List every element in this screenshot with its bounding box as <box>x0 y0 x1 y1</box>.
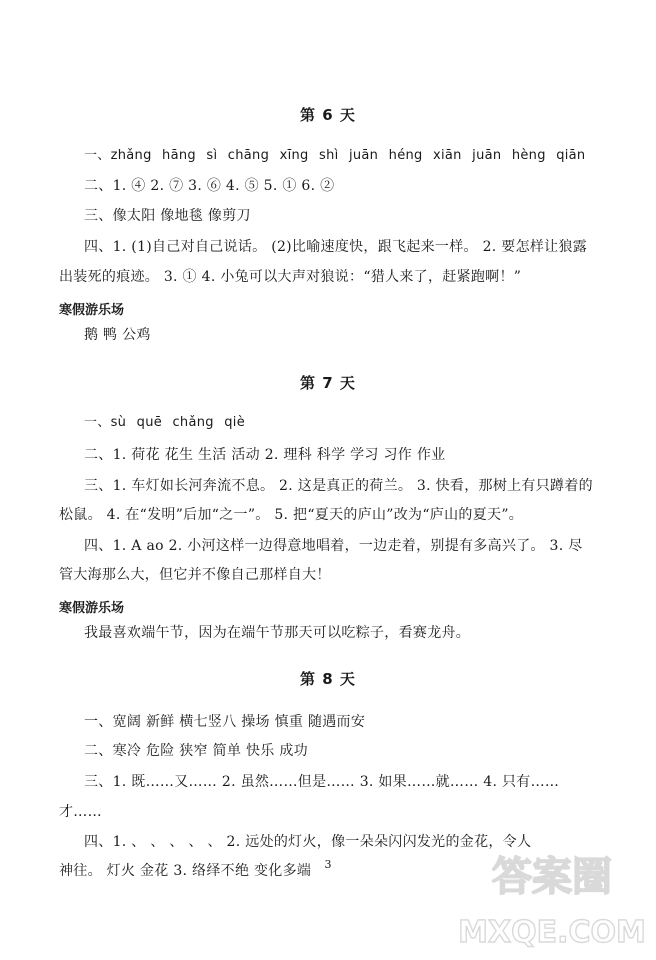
day8-q1: 一、宽阔 新鲜 横七竖八 操场 慎重 随遇而安 <box>84 714 366 730</box>
watermark-line1: 答案圈 <box>492 854 612 900</box>
day6-title: 第 6 天 <box>300 106 356 124</box>
day7-q2: 二、1. 荷花 花生 生活 活动 2. 理科 科学 学习 习作 作业 <box>84 447 446 463</box>
day7-q3-line1: 三、1. 车灯如长河奔流不息。 2. 这是真正的荷兰。 3. 快看，那树上有只蹲着的 <box>84 478 593 494</box>
page-number: 3 <box>324 858 332 871</box>
day7-q4-line1: 四、1. A ao 2. 小河这样一边得意地唱着，一边走着，别提有多高兴了。 3. 尽 <box>84 538 583 554</box>
day7-title: 第 7 天 <box>300 374 356 392</box>
day8-q2: 二、寒冷 危险 狭窄 简单 快乐 成功 <box>84 743 308 759</box>
day6-q1: 一、zhǎng hāng sì chāng xīng shì juān héng xiān juān hèng qiān <box>84 148 586 163</box>
day6-q4-line1: 四、1. (1)自己对自己说话。 (2)比喻速度快，跟飞起来一样。 2. 要怎样让狼露 <box>84 239 588 255</box>
day6-playground-title: 寒假游乐场 <box>59 303 125 318</box>
watermark-line2: MXQE.COM <box>458 915 646 950</box>
day8-title: 第 8 天 <box>300 670 356 688</box>
day8-q3-line2: 才…… <box>59 804 102 820</box>
day6-playground-answer: 鹅 鸭 公鸡 <box>84 327 151 343</box>
day8-q4-line2: 神往。 灯火 金花 3. 络绎不绝 变化多端 <box>59 863 312 879</box>
day7-q4-line2: 管大海那么大，但它并不像自己那样自大！ <box>59 567 331 583</box>
day8-q3-line1: 三、1. 既……又…… 2. 虽然……但是…… 3. 如果……就…… 4. 只有…… <box>84 774 560 790</box>
day7-playground-answer: 我最喜欢端午节，因为在端午节那天可以吃粽子，看赛龙舟。 <box>84 625 471 641</box>
watermark-logo <box>454 838 650 956</box>
day8-q4-line1: 四、1. 、 、 、 、 、 2. 远处的灯火，像一朵朵闪闪发光的金花，令人 <box>84 834 532 850</box>
day7-q1: 一、sù quē chǎng qiè <box>84 415 246 430</box>
day6-q2: 二、1. ④ 2. ⑦ 3. ⑥ 4. ⑤ 5. ① 6. ② <box>84 178 335 194</box>
day6-q4-line2: 出装死的痕迹。 3. ① 4. 小兔可以大声对狼说：“猎人来了，赶紧跑啊！” <box>59 269 522 285</box>
day7-q3-line2: 松鼠。 4. 在“发明”后加“之一”。 5. 把“夏天的庐山”改为“庐山的夏天”。 <box>59 507 524 523</box>
day6-q3: 三、像太阳 像地毯 像剪刀 <box>84 208 251 224</box>
day7-playground-title: 寒假游乐场 <box>59 601 125 616</box>
